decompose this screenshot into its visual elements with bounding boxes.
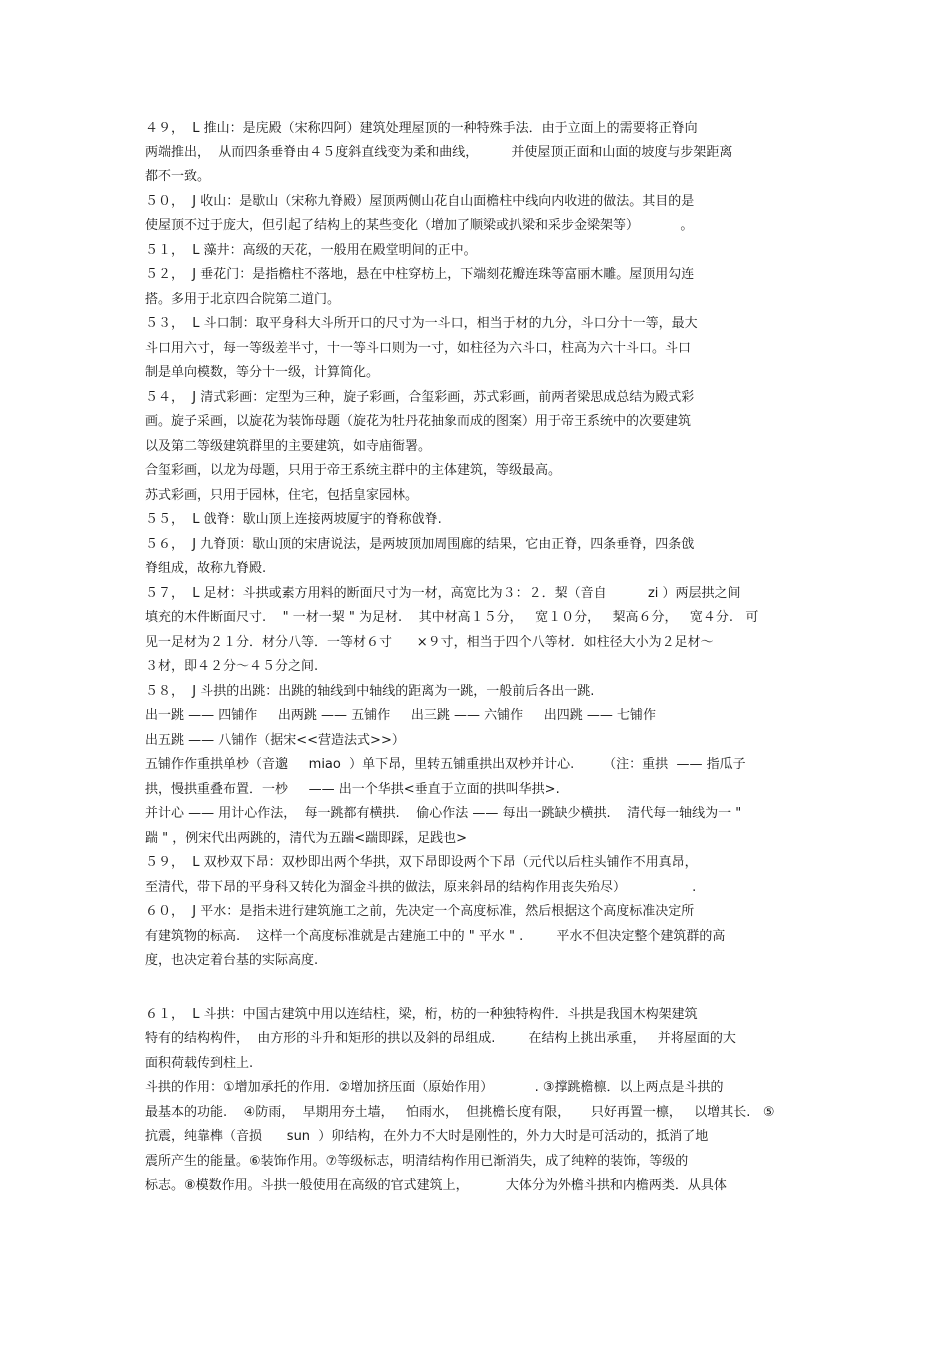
text-line: 见一足材为２１分．材分八等．一等材６寸 ×９寸，相当于四个八等材．如柱径大小为２足材～ — [145, 635, 714, 650]
text-line: 填充的木件断面尺寸. " 一材一栔 " 为足材. 其中材高１５分， 宽１０分， 栔高６分， 宽４分. 可 — [145, 610, 759, 625]
text-line: 使屋顶不过于庞大，但引起了结构上的某些变化（增加了顺梁或扒梁和采步金梁架等） 。 — [145, 218, 694, 233]
text-line: 斗拱的作用：①增加承托的作用．②增加挤压面（原始作用） . ③撑跳檐檩．以上两点是斗拱的 — [145, 1080, 724, 1095]
text-line: ５９， L 双杪双下昂：双杪即出两个华拱，双下昂即设两个下昂（元代以后柱头铺作不用真昂， — [145, 855, 698, 870]
text-line: 抗震，纯靠榫（音损 sun ）卯结构，在外力不大时是刚性的，外力大时是可活动的，抵消了地 — [145, 1129, 709, 1144]
text-line: 并计心 —— 用计心作法， 每一跳都有横拱. 偷心作法 —— 每出一跳缺少横拱. 清代每一轴线为一 " — [145, 806, 742, 821]
text-line: ５７， L 足材：斗拱或素方用料的断面尺寸为一材，高宽比为３：２．栔（音自 zi ）两层拱之间 — [145, 586, 741, 601]
text-line: 标志。⑧模数作用。斗拱一般使用在高级的官式建筑上， 大体分为外檐斗拱和内檐两类．从具体 — [145, 1178, 727, 1193]
text-line: 有建筑物的标高. 这样一个高度标准就是古建施工中的 " 平水 " . 平水不但决定整个建筑群的高 — [145, 929, 726, 944]
text-line: 苏式彩画，只用于园林，住宅，包括皇家园林。 — [145, 488, 419, 503]
text-line: ５６， J 九脊顶：歇山顶的宋唐说法，是两坡顶加周围廊的结果，它由正脊，四条垂脊，四条戗 — [145, 537, 695, 552]
text-line: ６０， J 平水：是指未进行建筑施工之前，先决定一个高度标准，然后根据这个高度标准决定所 — [145, 904, 695, 919]
text-line: 面积荷载传到柱上. — [145, 1056, 254, 1071]
text-line: 最基本的功能. ④防雨， 早期用夯土墙， 怕雨水， 但挑檐长度有限， 只好再置一檩， 以增其长. ⑤ — [145, 1105, 775, 1120]
text-line: 斗口用六寸，每一等级差半寸，十一等斗口则为一寸，如柱径为六斗口，柱高为六十斗口。斗口 — [145, 341, 692, 356]
text-line: ５１， L 藻井：高级的天花，一般用在殿堂明间的正中。 — [145, 243, 477, 258]
text-line: 合玺彩画，以龙为母题，只用于帝王系统主群中的主体建筑，等级最高。 — [145, 463, 562, 478]
text-line: 至清代，带下昂的平身科又转化为溜金斗拱的做法，原来斜昂的结构作用丧失殆尽） . — [145, 880, 697, 895]
text-line: 都不一致。 — [145, 169, 211, 184]
text-line: 以及第二等级建筑群里的主要建筑，如寺庙衙署。 — [145, 439, 432, 454]
text-line: ５４， J 清式彩画：定型为三种，旋子彩画，合玺彩画，苏式彩画，前两者梁思成总结为殿式彩 — [145, 390, 695, 405]
text-line: ５５， L 戗脊：歇山顶上连接两坡厦宇的脊称戗脊. — [145, 512, 442, 527]
text-line: ６１， L 斗拱：中国古建筑中用以连结柱，梁，桁，枋的一种独特构件．斗拱是我国木构架建筑 — [145, 1007, 698, 1022]
text-line: 画。旋子采画，以旋花为装饰母题（旋花为牡丹花抽象而成的图案）用于帝王系统中的次要建筑 — [145, 414, 692, 429]
text-line: 脊组成，故称九脊殿. — [145, 561, 267, 576]
text-line: 搭。多用于北京四合院第二道门。 — [145, 292, 341, 307]
text-line: 震所产生的能量。⑥装饰作用。⑦等级标志，明清结构作用已渐消失，成了纯粹的装饰，等级的 — [145, 1154, 689, 1169]
text-line: 特有的结构构件， 由方形的斗升和矩形的拱以及斜的昂组成. 在结构上挑出承重， 并将屋面的大 — [145, 1031, 736, 1046]
text-line: 两端推出， 从而四条垂脊由４５度斜直线变为柔和曲线， 并使屋顶正面和山面的坡度与步架距离 — [145, 145, 733, 160]
text-line: ３材，即４２分～４５分之间. — [145, 659, 319, 674]
text-line: 出一跳 —— 四铺作 出两跳 —— 五铺作 出三跳 —— 六铺作 出四跳 —— 七铺作 — [145, 708, 657, 723]
text-line: ５２， J 垂花门：是指檐柱不落地，悬在中柱穿枋上，下端刻花瓣连珠等富丽木雕。屋顶用勾连 — [145, 267, 695, 282]
text-line: ５８， J 斗拱的出跳：出跳的轴线到中轴线的距离为一跳，一般前后各出一跳. — [145, 684, 595, 699]
text-line: ５３， L 斗口制：取平身科大斗所开口的尺寸为一斗口，相当于材的九分，斗口分十一等，最大 — [145, 316, 698, 331]
text-line: 出五跳 —— 八铺作（据宋<<营造法式>>） — [145, 733, 405, 748]
text-line: ５０， J 收山：是歇山（宋称九脊殿）屋顶两侧山花自山面檐柱中线向内收进的做法。其目的是 — [145, 194, 695, 209]
text-line: 制是单向模数，等分十一级，计算简化。 — [145, 365, 380, 380]
text-line: 度，也决定着台基的实际高度. — [145, 953, 319, 968]
text-line: 拱，慢拱重叠布置．一杪 —— 出一个华拱<垂直于立面的拱叫华拱>. — [145, 782, 560, 797]
text-line: 踹 " ，例宋代出两跳的，清代为五踹<踹即踩，足践也> — [145, 831, 468, 846]
text-line: 五铺作作重拱单杪（音邈 miao ）单下昂，里转五铺重拱出双杪并计心. （注：重拱 —— 指瓜子 — [145, 757, 746, 772]
text-line: ４９， L 推山：是庑殿（宋称四阿）建筑处理屋顶的一种特殊手法．由于立面上的需要将正脊向 — [145, 121, 698, 136]
